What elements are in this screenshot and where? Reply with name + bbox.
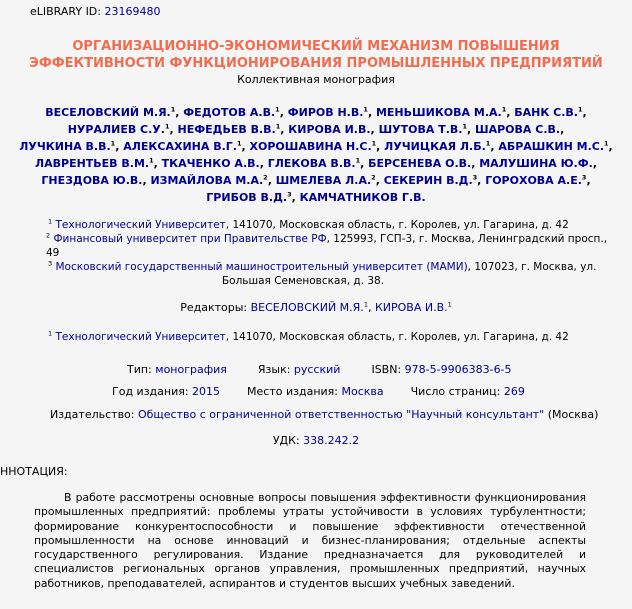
- author-link[interactable]: ХОРОШАВИНА Н.С.: [249, 140, 372, 153]
- affiliation-item: $^3$ Московский государственный машиностроительный университет (МАМИ), 107023, г. Москва, ул.: [48, 259, 597, 273]
- author-link[interactable]: ГОРОХОВА А.Е.: [485, 174, 582, 187]
- author-link[interactable]: ТКАЧЕНКО А.В.: [161, 157, 260, 170]
- authors-line: ВЕСЕЛОВСКИЙ М.Я.$^1$, ФЕДОТОВ А.В.$^1$, ФИРОВ Н.В.$^1$, МЕНЬШИКОВА М.А.$^1$, БАНК С.В.$^1$,: [45, 105, 587, 119]
- isbn-value: 978-5-9906383-6-5: [404, 363, 512, 376]
- annotation-label: ННОТАЦИЯ:: [0, 465, 68, 478]
- author-link[interactable]: СЕКЕРИН В.Д.: [383, 174, 473, 187]
- author-link[interactable]: ЛАВРЕНТЬЕВ В.М.: [34, 157, 150, 170]
- affiliations: [48, 218, 608, 288]
- page-title: [0, 38, 632, 72]
- author-link[interactable]: НУРАЛИЕВ С.У.: [67, 123, 165, 136]
- author-link[interactable]: НЕФЕДЬЕВ В.В.: [177, 123, 276, 136]
- affiliation-item: $^2$ Финансовый университет при Правительстве РФ, 125993, ГСП-3, г. Москва, Ленинградский просп., 49: [46, 231, 608, 259]
- author-link[interactable]: МЕНЬШИКОВА М.А.: [375, 106, 502, 119]
- author-link[interactable]: ШАРОВА С.В.: [475, 123, 561, 136]
- author-link[interactable]: ГРИБОВ В.Д.: [206, 191, 288, 204]
- year-value[interactable]: 2015: [192, 385, 221, 398]
- lang-value[interactable]: русский: [293, 363, 341, 376]
- author-link[interactable]: КИРОВА И.В.: [288, 123, 371, 136]
- author-link[interactable]: КАМЧАТНИКОВ Г.В.: [299, 191, 426, 204]
- author-link[interactable]: АЛЕКСАХИНА В.Г.: [123, 140, 237, 153]
- publisher-link[interactable]: Общество с ограниченной ответственностью "Научный консультант": [137, 408, 545, 421]
- library-id-value: 23169480: [104, 5, 161, 18]
- affiliation-org-link[interactable]: Финансовый университет при Правительстве РФ: [53, 233, 327, 245]
- author-link[interactable]: ИЗМАЙЛОВА М.А.: [150, 174, 264, 187]
- udk-value: 338.242.2: [303, 434, 360, 447]
- author-link[interactable]: БАНК С.В.: [514, 106, 578, 119]
- pages-value: 269: [503, 385, 525, 398]
- affiliation-addr-cont: Большая Семеновская, д. 38.: [221, 275, 385, 287]
- type-value[interactable]: монография: [155, 363, 227, 376]
- authors-line: ГНЕЗДОВА Ю.В., ИЗМАЙЛОВА М.А.$^2$, ШМЕЛЕВА Л.А.$^2$, СЕКЕРИН В.Д.$^3$, ГОРОХОВА А.Е.$^3$,: [41, 173, 591, 187]
- place-value[interactable]: Москва: [341, 385, 384, 398]
- author-link[interactable]: АБРАШКИН М.С.: [498, 140, 604, 153]
- editor-link[interactable]: ВЕСЕЛОВСКИЙ М.Я.: [250, 301, 364, 314]
- subtitle: Коллективная монография: [237, 73, 395, 86]
- editor-affiliation: $^1$ Технологический Университет, 141070, Московская область, г. Королев, ул. Гагарина, д. 42: [48, 329, 569, 343]
- author-link[interactable]: ГЛЕКОВА В.В.: [267, 157, 356, 170]
- author-link[interactable]: ЛУЧИЦКАЯ Л.Б.: [384, 140, 486, 153]
- meta-row-udk: УДК: 338.242.2: [272, 434, 360, 447]
- meta-row-year: Год издания: 2015 Место издания: Москва Число страниц: 269: [112, 385, 525, 398]
- author-link[interactable]: ГНЕЗДОВА Ю.В.: [41, 174, 143, 187]
- authors-line: ГРИБОВ В.Д.$^3$, КАМЧАТНИКОВ Г.В.: [206, 190, 426, 204]
- author-link[interactable]: МАЛУШИНА Ю.Ф.: [479, 157, 593, 170]
- editor-link[interactable]: КИРОВА И.В.: [374, 301, 448, 314]
- affiliation-item: $^1$ Технологический Университет, 141070, Московская область, г. Королев, ул. Гагарина, д. 42: [48, 217, 569, 231]
- title-line: ЭФФЕКТИВНОСТИ ФУНКЦИОНИРОВАНИЯ ПРОМЫШЛЕННЫХ ПРЕДПРИЯТИЙ: [29, 56, 603, 71]
- editor-affiliation-link[interactable]: Технологический Университет: [55, 331, 226, 343]
- library-id-label: eLIBRARY ID:: [30, 5, 105, 18]
- author-link[interactable]: ЛУЧКИНА В.В.: [19, 140, 111, 153]
- author-link[interactable]: ФИРОВ Н.В.: [287, 106, 364, 119]
- library-id: [30, 5, 160, 18]
- affiliation-org-link[interactable]: Московский государственный машиностроительный университет (МАМИ): [55, 261, 468, 273]
- editors: Редакторы: ВЕСЕЛОВСКИЙ М.Я.$^1$, КИРОВА И.В.$^1$: [180, 300, 452, 314]
- authors-list: [0, 104, 632, 206]
- author-link[interactable]: ШУТОВА Т.В.: [378, 123, 463, 136]
- author-link[interactable]: ФЕДОТОВ А.В.: [183, 106, 276, 119]
- affiliation-org-link[interactable]: Технологический Университет: [55, 219, 226, 231]
- authors-line: НУРАЛИЕВ С.У.$^1$, НЕФЕДЬЕВ В.В.$^1$, КИРОВА И.В., ШУТОВА Т.В.$^1$, ШАРОВА С.В.,: [67, 122, 565, 136]
- title-line: ОРГАНИЗАЦИОННО-ЭКОНОМИЧЕСКИЙ МЕХАНИЗМ ПОВЫШЕНИЯ: [72, 39, 560, 54]
- author-link[interactable]: БЕРСЕНЕВА О.В.: [368, 157, 472, 170]
- author-link[interactable]: ВЕСЕЛОВСКИЙ М.Я.: [45, 106, 171, 119]
- meta-row-publisher: Издательство: Общество с ограниченной ответственностью "Научный консультант" (Москва): [50, 408, 599, 421]
- author-link[interactable]: ШМЕЛЕВА Л.А.: [275, 174, 372, 187]
- meta-row-type: Тип: монография Язык: русский ISBN: 978-5-9906383-6-5: [127, 363, 512, 376]
- authors-line: ЛАВРЕНТЬЕВ В.М.$^1$, ТКАЧЕНКО А.В., ГЛЕКОВА В.В.$^1$, БЕРСЕНЕВА О.В., МАЛУШИНА Ю.Ф.,: [34, 156, 598, 170]
- annotation-text: В работе рассмотрены основные вопросы повышения эффективности функционирования промышленных предприятий: проблемы утраты устойчивости в условиях турбулентности; формирование конкурентоспособности и повышение эффективности отечественной промышленности на основе инноваций и бизнес-планирования; отдельные аспекты государственного регулирования. Издание предназначается для руководителей и специалистов региональных органов управления, промышленных предприятий, научных работников, преподавателей, аспирантов и студентов высших учебных заведений.: [34, 491, 586, 590]
- authors-line: ЛУЧКИНА В.В.$^1$, АЛЕКСАХИНА В.Г.$^1$, ХОРОШАВИНА Н.С.$^1$, ЛУЧИЦКАЯ Л.Б.$^1$, АБРАШКИН М.С.$^1$,: [19, 139, 613, 153]
